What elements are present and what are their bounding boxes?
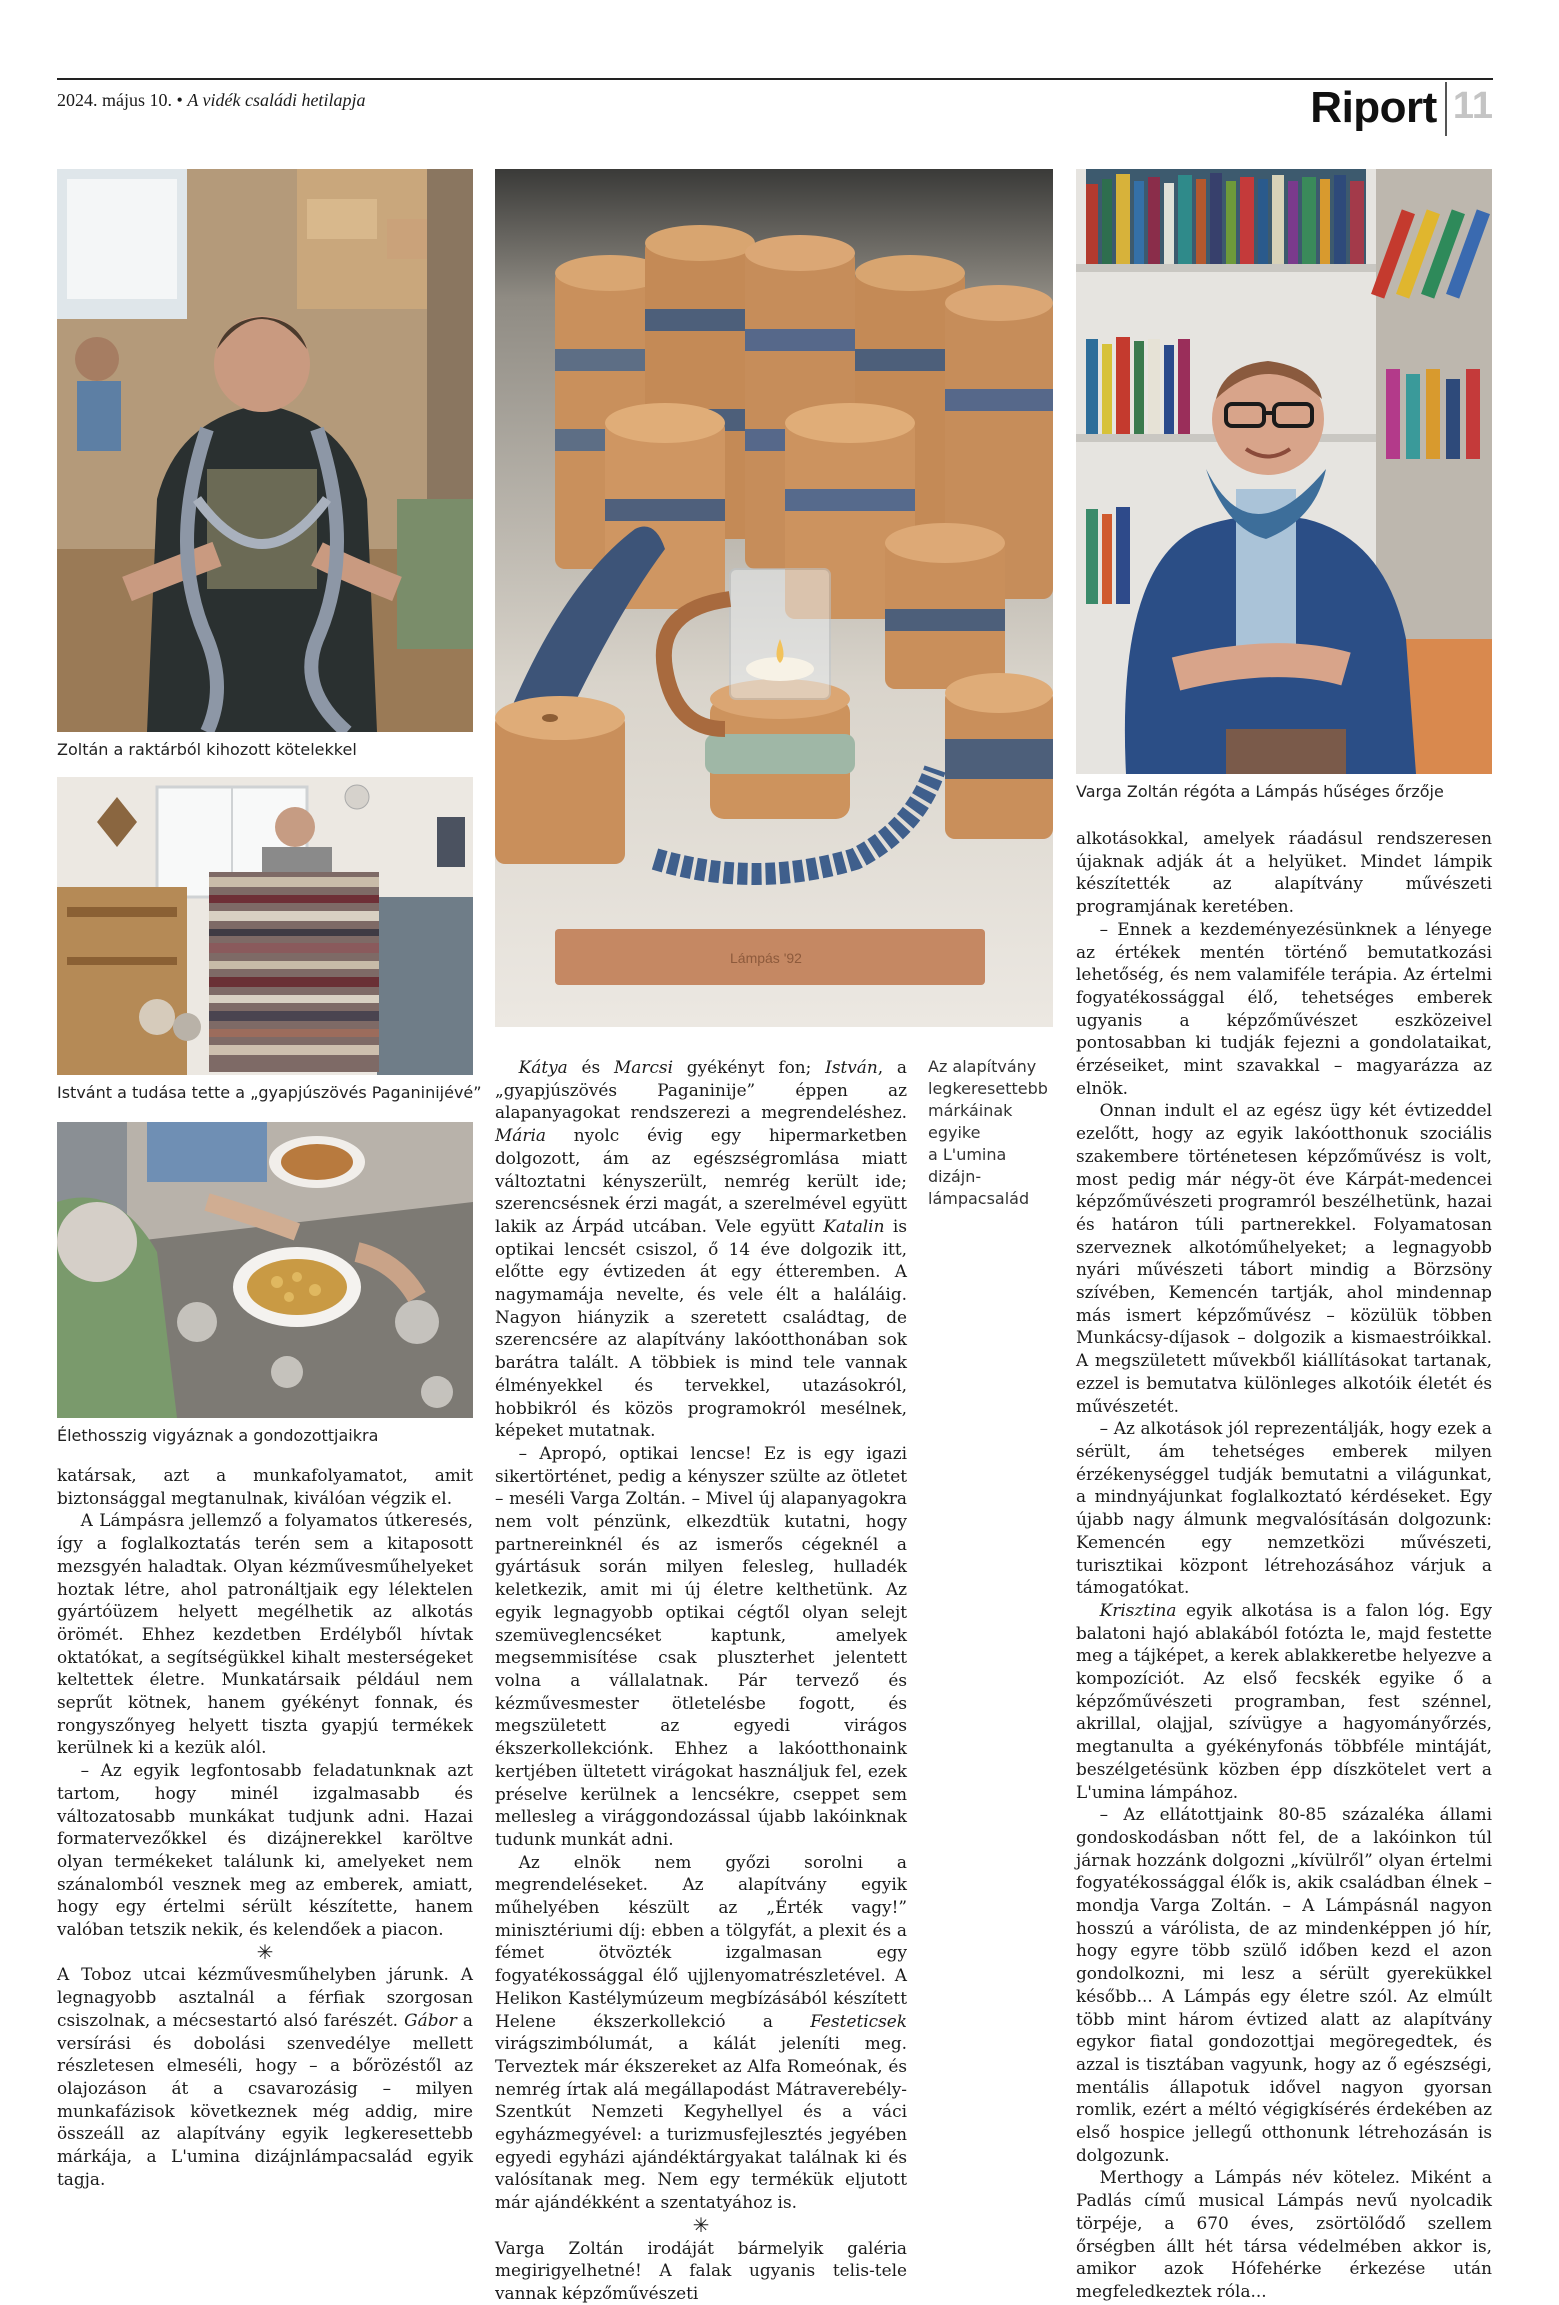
photo1-caption: Zoltán a raktárból kihozott kötelekkel bbox=[57, 740, 357, 759]
col2-paragraph-runs bbox=[495, 1851, 907, 2214]
col2-paragraph: Varga Zoltán irodáját bármelyik galéria megirigyelhetné! A falak ugyanis telis-tele vannak képzőművészeti bbox=[495, 2237, 907, 2303]
bullet: • bbox=[176, 90, 183, 110]
col1-paragraph bbox=[57, 1963, 473, 2190]
header-divider bbox=[1445, 82, 1447, 136]
text-run: gyékényt fon; bbox=[672, 1057, 826, 1077]
header-rule bbox=[57, 78, 1493, 80]
text-run: a versírási és dobolási szenvedélye mellett részletesen elmeséli, hogy – a bőrözéstől az olajozáson át a csavarozásig – milyen munkafázisok következnek még addig, mire összeáll az alapítvány egyik legkeresettebb márkája, a L'umina dizájnlámpacsalád egyik tagja. bbox=[57, 2009, 473, 2189]
text-run: Az elnök nem győzi sorolni a megrendeléseket. Az alapítvány egyik műhelyében készült az „Érték vagy!” minisztériumi díj: ebben a tölgyfát, a plexit és a fémet ötvözték izgalmasan egy fogyatékossággal élő ujjlenyomatrészletével. A Helikon Kastélymúzeum megbízásából készített Helene ékszerkollekció a bbox=[495, 1851, 907, 2031]
issue-info bbox=[57, 90, 365, 111]
side-caption-line: dizájn- bbox=[928, 1167, 982, 1186]
col3-paragraph: alkotásokkal, amelyek ráadásul rendszeresen újaknak adják át a helyüket. Mindet lámpik készítették az alapítvány művészeti programjának keretében. bbox=[1076, 828, 1492, 917]
person-name: István bbox=[825, 1057, 878, 1077]
col1-paragraph: katársak, azt a munkafolyamatot, amit biztonsággal megtanulnak, kiválóan végzik el. bbox=[57, 1465, 473, 1508]
person-name: Mária bbox=[495, 1125, 546, 1146]
text-run: , a „gyapjúszövés Paganinije” éppen az alapanyagokat rendszerezi a megrendeléshez. bbox=[495, 1057, 907, 1123]
text-run: nyolc évig egy hipermarketben dolgozott, ám az egészségromlása miatt változtatni kényszerült, nemrég került ide; szerencsésnek érzi magát, a szerelmével együtt lakik az Árpád utcában. Vele együtt bbox=[495, 1125, 907, 1236]
star-separator-icon: ✳ bbox=[692, 2212, 710, 2237]
photo4-side-caption bbox=[928, 1056, 1048, 1210]
photo-lumina-lamps bbox=[495, 169, 1053, 1027]
issue-date: 2024. május 10. bbox=[57, 90, 172, 110]
col2-paragraph: – Apropó, optikai lencse! Ez is egy igazi sikertörténet, pedig a kényszer szülte az ötletet – meséli Varga Zoltán. – Mivel új alapanyagokra nem volt pénzünk, elkezdtük kutatni, hogy partnereinknél és az ismerős cégeknél a gyártásuk során milyen felesleg, hulladék keletkezik, amit mi új életre kelthetünk. Az egyik legnagyobb optikai cégtől olyan selejt szemüveglencséket kaptunk, amelyek megsemmisítése csak pluszterhet jelentett volna a vállalatnak. Pár tervező és kézművesmester ötletelésbe fogott, és megszületett az egyedi virágos ékszerkollekciónk. Ehhez a lakóotthonaink kertjében ültetett virágokat használjuk fel, ezek préselve kerülnek a lencsékre, cseppet sem mellesleg a virággondozással újabb lakóinknak tudunk munkát adni. bbox=[495, 1442, 907, 1849]
person-name: Kátya bbox=[518, 1057, 568, 1077]
col3-paragraph: – Ennek a kezdeményezésünknek a lényege az értékek mentén történő bemutatkozási lehetőség, és nem valamiféle terápia. Az értelmi fogyatékossággal élő, tehetséges emberek ugyanis a képzőművészet eszközeivel pontosabban ki tudják fejezni a gondolataikat, érzéseiket, mint szavakkal – magyarázza az elnök. bbox=[1076, 918, 1492, 1098]
side-caption-line: a L'umina bbox=[928, 1145, 1007, 1164]
candle-tag-text: Lámpás '92 bbox=[730, 950, 802, 966]
col3-paragraph: Onnan indult el az egész ügy két évtizeddel ezelőtt, hogy az egyik lakóotthonuk szociális szakembere történetesen képzőművész is volt, most pedig már négy-öt éve Kárpát-medencei képzőművészeti programról beszélhetünk, hazai és határon túli partnerekkel. Folyamatosan szerveznek alkotóműhelyeket; a legnagyobb nyári művészeti tábort mindig a Börzsöny szívében, Kemencén tartják, ahol mindennap más ismert képzőművész – közülük többen Munkácsy-díjasok – dolgozik a kismaestróikkal. A megszületett művekből kiállításokat tartanak, ezzel is bemutatva különleges alkotóik életét és művészetét. bbox=[1076, 1100, 1492, 1416]
photo-varga-zoltan bbox=[1076, 169, 1492, 774]
section-title: Riport bbox=[1310, 83, 1437, 132]
page-number: 11 bbox=[1452, 85, 1493, 127]
person-name: Krisztina bbox=[1099, 1599, 1177, 1620]
side-caption-line: Az alapítvány bbox=[928, 1057, 1037, 1076]
col1-paragraph: – Az egyik legfontosabb feladatunknak azt tartom, hogy minél izgalmasabb és változatosabb munkákat tudjunk adni. Hazai formatervezőkkel és dizájnerekkel karöltve olyan termékeket találunk ki, amelyeket nem szánalomból vesznek meg az emberek, amiatt, hogy egy értelmi sérült készítette, hanem valóban tetszik nekik, és kelendőek a piacon. bbox=[57, 1760, 473, 1940]
publication-tagline: A vidék családi hetilapja bbox=[187, 90, 366, 110]
photo2-caption: Istvánt a tudása tette a „gyapjúszövés Paganinijévé” bbox=[57, 1083, 482, 1102]
col3-paragraph: – Az alkotások jól reprezentálják, hogy ezek a sérült, ám tehetséges emberek milyen érzékenységgel tudják bemutatni a világunkat, a mindnyájunkat foglalkoztató kérdéseket. Egy újabb nagy álmunk megvalósításán dolgozunk: Kemencén egy nemzetközi művészeti, turisztikai központ létrehozásához várjuk a támogatókat. bbox=[1076, 1418, 1492, 1598]
col2-paragraph-runs bbox=[495, 1056, 907, 1442]
text-run: és bbox=[567, 1057, 614, 1077]
photo-istvan-rug bbox=[57, 777, 473, 1075]
col3-paragraph: Merthogy a Lámpás név kötelez. Miként a Padlás című musical Lámpás nevű nyolcadik törpéje, a 670 éves, zsörtölődő szellem őrségben állt hét társa védelmében akkor is, amikor azok Hófehérke érkezése után megfeledkeztek róla... bbox=[1076, 2167, 1492, 2301]
text-run: A Toboz utcai kézművesműhelyben járunk. A legnagyobb asztalnál a férfiak szorgosan csiszolnak, a mécsestartó alsó farészét. bbox=[57, 1964, 473, 2030]
photo5-caption: Varga Zoltán régóta a Lámpás hűséges őrzője bbox=[1076, 782, 1444, 801]
person-name: Marcsi bbox=[614, 1057, 673, 1077]
col3-paragraph: – Az ellátottjaink 80-85 százaléka állami gondoskodásban nőtt fel, de a lakóinkon túl járnak hozzánk dolgozni „kívülről” olyan értelmi fogyatékossággal élők is, akik családban élnek – mondja Varga Zoltán. – A Lámpásnál nagyon hosszú a várólista, de az mindenképpen jó hír, hogy egyre több szülő időben kezd el azon gondolkozni, mi lesz a sérült gyerekükkel később... A Lámpás egy életre szól. Az elmúlt több mint három évtized alatt az alapítvány egykor fiatal gondozottjai megöregedtek, és azzal is tisztában vagyunk, hogy az ő egészségi, mentális állapotuk idővel nagyon gyorsan romlik, ezért a méltó végigkísérés érdekében az első hospice jellegű otthonunk létrehozásán is dolgozunk. bbox=[1076, 1804, 1492, 2165]
person-name: Gábor bbox=[404, 2009, 457, 2030]
col3-paragraph bbox=[1076, 1599, 1492, 1803]
article-column-1 bbox=[57, 1464, 473, 2191]
text-run: egyik alkotása is a falon lóg. Egy balatoni hajó ablakából fotózta le, majd festette meg a tájképet, a kerek ablakkeretbe helyezve a kompozíciót. Az első fecskék egyike ő a képzőművészeti programban, fest szénnel, akrillal, olajjal, szívügye a hagyományőrzés, megtanulta a gyékényfonás többféle mintáját, beszélgetésünk közben épp díszkötelet vert a L'umina lámpához. bbox=[1076, 1599, 1492, 1802]
side-caption-line: legkeresettebb bbox=[928, 1079, 1048, 1098]
star-separator-icon: ✳ bbox=[256, 1939, 274, 1964]
text-run: virágszimbólumát, a kálát jeleníti meg. Terveztek már ékszereket az Alfa Romeónak, és nemrég írtak alá megállapodást Mátraverebély-Szentkút Nemzeti Kegyhellyel és a váci egyházmegyével: a turizmusfejlesztés jegyében egyedi egyházi ajándéktárgyakat találnak ki és valósítanak meg. Nem egy termékük eljutott már ajándékként a szentatyához is. bbox=[495, 2033, 907, 2213]
section-header bbox=[1310, 78, 1493, 136]
side-caption-line: lámpacsalád bbox=[928, 1189, 1030, 1208]
side-caption-line: egyike bbox=[928, 1123, 981, 1142]
person-name: Katalin bbox=[823, 1215, 885, 1236]
photo-lunch-table bbox=[57, 1122, 473, 1418]
text-run: is optikai lencsét csiszol, ő 14 éve dolgozik itt, előtte egy évtizeden át egy étteremben. A nagymamája nevelte, és vele élt a haláláig. Nagyon hiányzik a szeretett családtag, de szerencsére az alapítvány lakóotthonában sok barátra talált. A többiek is mind tele vannak élményekkel és tervekkel, utazásokról, hobbikról és közös programokról mesélnek, képeket mutatnak. bbox=[495, 1215, 907, 1441]
photo3-caption: Élethosszig vigyáznak a gondozottjaikra bbox=[57, 1426, 379, 1445]
person-name: Festeticsek bbox=[810, 2010, 907, 2031]
side-caption-line: márkáinak bbox=[928, 1101, 1013, 1120]
article-column-3 bbox=[1076, 827, 1492, 2303]
col1-paragraph: A Lámpásra jellemző a folyamatos útkeresés, így a foglalkoztatás terén sem a kitaposott mezsgyén haladtak. Olyan kézművesműhelyeket hoztak létre, ahol patronáltjaik egy lélektelen gyártóüzem helyett megélhetik az alkotás örömét. Ehhez kezdetben Erdélyből hívtak oktatókat, a segítségükkel kihalt mesterségeket keltettek életre. Munkatársaik például nem seprűt kötnek, hanem gyékényt fonnak, és rongyszőnyeg helyett tiszta gyapjú termékek kerülnek ki a kezük alól. bbox=[57, 1510, 473, 1758]
article-column-2 bbox=[495, 1056, 907, 2305]
photo-zoltan-ropes bbox=[57, 169, 473, 732]
